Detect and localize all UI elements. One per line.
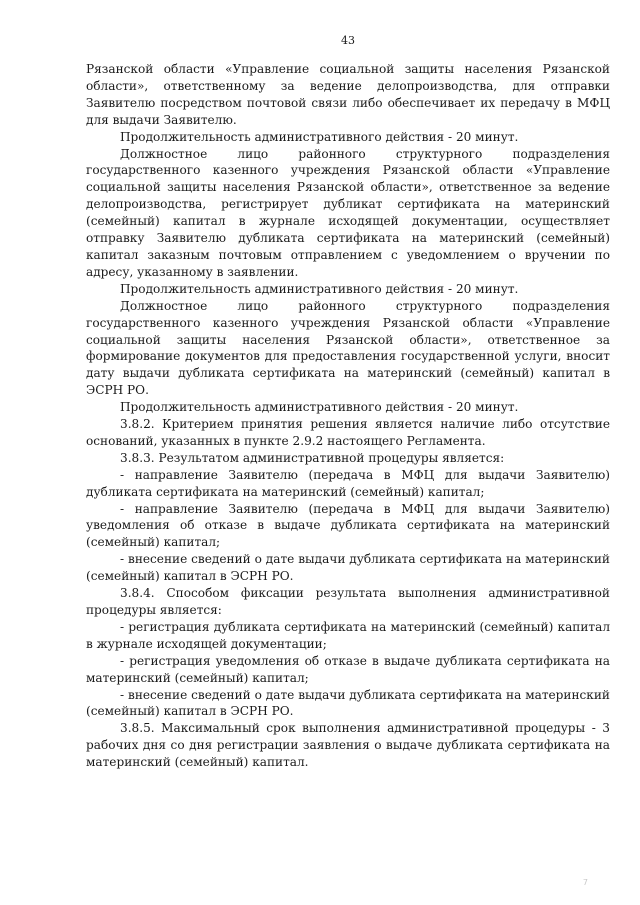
paragraph-3-8-5: 3.8.5. Максимальный срок выполнения административной процедуры - 3 рабочих дня со дня регистрации заявления о выдаче дубликата сертификата на материнский (семейный) капитал. <box>86 721 610 770</box>
list-item: - регистрация уведомления об отказе в выдаче дубликата сертификата на материнский (семейный) капитал; <box>86 653 610 685</box>
list-item: - направление Заявителю (передача в МФЦ для выдачи Заявителю) уведомления об отказе в выдаче дубликата сертификата на материнский (семейный) капитал; <box>86 501 610 550</box>
paragraph-continuation: Рязанской области «Управление социальной защиты населения Рязанской области», ответственному за ведение делопроизводства, для отправки Заявителю посредством почтовой связи либо обеспечивает их передачу в МФЦ для выдачи Заявителю. <box>86 62 610 127</box>
paragraph-esrn-entry: Должностное лицо районного структурного подразделения государственного казенного учреждения Рязанской области «Управление социальной защиты населения Рязанской области», ответственное за формирование документов для предоставления государственной услуги, вносит дату выдачи дубликата сертификата на материнский (семейный) капитал в ЭСРН РО. <box>86 298 610 398</box>
list-item: - регистрация дубликата сертификата на материнский (семейный) капитал в журнале исходящей документации; <box>86 619 610 651</box>
paragraph-duration: Продолжительность административного действия - 20 минут. <box>120 281 519 296</box>
list-item: - внесение сведений о дате выдачи дубликата сертификата на материнский (семейный) капитал в ЭСРН РО. <box>86 687 610 719</box>
paragraph-3-8-4: 3.8.4. Способом фиксации результата выполнения административной процедуры является: <box>86 586 610 617</box>
list-item: - внесение сведений о дате выдачи дубликата сертификата на материнский (семейный) капитал в ЭСРН РО. <box>86 552 610 584</box>
paragraph-3-8-2: 3.8.2. Критерием принятия решения является наличие либо отсутствие оснований, указанных в пункте 2.9.2 настоящего Регламента. <box>86 417 610 448</box>
corner-mark: 7 <box>582 878 588 887</box>
paragraph-duration: Продолжительность административного действия - 20 минут. <box>120 129 519 144</box>
paragraph-registration: Должностное лицо районного структурного подразделения государственного казенного учреждения Рязанской области «Управление социальной защиты населения Рязанской области», ответственное за ведение делопроизводства, регистрирует дубликат сертификата на материнский (семейный) капитал в журнале исходящей документации, осуществляет отправку Заявителю дубликата сертификата на материнский (семейный) капитал заказным почтовым отправлением с уведомлением о вручении по адресу, указанному в заявлении. <box>86 146 610 279</box>
list-item: - направление Заявителю (передача в МФЦ для выдачи Заявителю) дубликата сертификата на материнский (семейный) капитал; <box>86 467 610 499</box>
paragraph-duration: Продолжительность административного действия - 20 минут. <box>120 400 519 415</box>
page-number: 43 <box>341 34 355 47</box>
paragraph-3-8-3: 3.8.3. Результатом административной процедуры является: <box>120 450 505 465</box>
